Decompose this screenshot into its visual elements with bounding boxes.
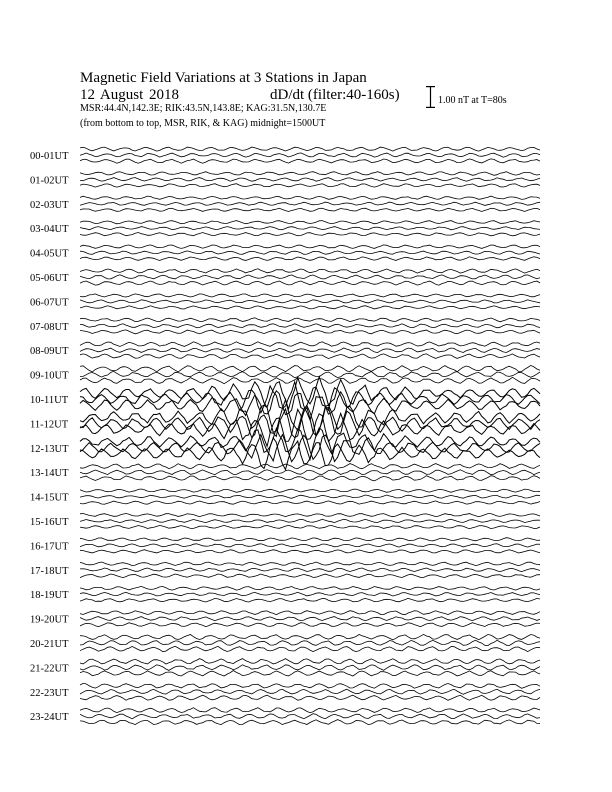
trace-20-21UT-msr — [80, 634, 540, 639]
row-label-06-07UT: 06-07UT — [30, 297, 69, 309]
trace-01-02UT-kag — [80, 184, 540, 187]
trace-22-23UT-rik — [80, 689, 540, 694]
trace-12-13UT-msr — [80, 428, 540, 460]
trace-21-22UT-msr — [80, 659, 540, 664]
trace-08-09UT-kag — [80, 354, 540, 359]
trace-02-03UT-msr — [80, 196, 540, 199]
trace-03-04UT-kag — [80, 233, 540, 236]
trace-23-24UT-rik — [80, 714, 540, 719]
row-label-09-10UT: 09-10UT — [30, 370, 69, 382]
chart-filter: dD/dt (filter:40-160s) — [270, 87, 400, 103]
trace-17-18UT-rik — [80, 568, 540, 572]
trace-06-07UT-msr — [80, 294, 540, 297]
row-label-16-17UT: 16-17UT — [30, 541, 69, 553]
trace-20-21UT-rik — [80, 640, 540, 645]
trace-10-11UT-kag — [80, 391, 540, 420]
row-label-17-18UT: 17-18UT — [30, 565, 69, 577]
trace-02-03UT-kag — [80, 208, 540, 211]
trace-00-01UT-msr — [80, 147, 540, 151]
trace-15-16UT-msr — [80, 514, 540, 517]
trace-09-10UT-kag — [80, 377, 540, 383]
trace-15-16UT-rik — [80, 519, 540, 522]
station-order-note: (from bottom to top, MSR, RIK, & KAG) midnight=1500UT — [80, 118, 326, 129]
trace-01-02UT-rik — [80, 178, 540, 182]
trace-00-01UT-rik — [80, 153, 540, 157]
trace-14-15UT-rik — [80, 495, 540, 498]
chart-title: Magnetic Field Variations at 3 Stations in Japan — [80, 70, 367, 86]
trace-14-15UT-kag — [80, 501, 540, 504]
trace-04-05UT-msr — [80, 245, 540, 249]
trace-23-24UT-kag — [80, 720, 540, 725]
trace-22-23UT-kag — [80, 695, 540, 700]
trace-05-06UT-kag — [80, 281, 540, 285]
row-label-10-11UT: 10-11UT — [30, 395, 69, 406]
row-label-00-01UT: 00-01UT — [30, 151, 69, 162]
row-label-11-12UT: 11-12UT — [30, 419, 69, 431]
trace-19-20UT-msr — [80, 611, 540, 615]
trace-10-11UT-msr — [80, 377, 540, 409]
trace-15-16UT-kag — [80, 525, 540, 528]
trace-20-21UT-kag — [80, 646, 540, 651]
row-label-20-21UT: 20-21UT — [30, 639, 69, 650]
trace-21-22UT-kag — [80, 671, 540, 677]
trace-10-11UT-rik — [80, 382, 540, 413]
trace-13-14UT-msr — [80, 464, 540, 469]
trace-17-18UT-msr — [80, 562, 540, 566]
trace-09-10UT-rik — [80, 371, 540, 377]
trace-19-20UT-rik — [80, 617, 540, 621]
trace-12-13UT-kag — [80, 438, 540, 470]
station-coordinates: MSR:44.4N,142.3E; RIK:43.5N,143.8E; KAG:31.5N,130.7E — [80, 103, 327, 114]
scale-label: 1.00 nT at T=80s — [438, 95, 507, 106]
trace-04-05UT-rik — [80, 251, 540, 254]
trace-13-14UT-kag — [80, 476, 540, 481]
trace-16-17UT-kag — [80, 550, 540, 553]
trace-08-09UT-rik — [80, 348, 540, 353]
row-label-22-23UT: 22-23UT — [30, 687, 69, 699]
row-label-12-13UT: 12-13UT — [30, 443, 69, 455]
row-label-07-08UT: 07-08UT — [30, 321, 69, 333]
trace-06-07UT-kag — [80, 306, 540, 309]
row-label-05-06UT: 05-06UT — [30, 273, 69, 284]
trace-03-04UT-msr — [80, 221, 540, 224]
row-label-02-03UT: 02-03UT — [30, 199, 69, 211]
row-label-18-19UT: 18-19UT — [30, 590, 69, 602]
row-label-13-14UT: 13-14UT — [30, 468, 69, 480]
trace-18-19UT-kag — [80, 598, 540, 602]
trace-13-14UT-rik — [80, 470, 540, 475]
trace-02-03UT-rik — [80, 202, 540, 205]
trace-09-10UT-msr — [80, 365, 540, 372]
trace-08-09UT-msr — [80, 342, 540, 347]
row-label-03-04UT: 03-04UT — [30, 224, 69, 236]
trace-18-19UT-rik — [80, 592, 540, 596]
trace-04-05UT-kag — [80, 257, 540, 261]
trace-16-17UT-msr — [80, 538, 540, 541]
chart-date: 12 August 2018 — [80, 87, 180, 103]
row-label-23-24UT: 23-24UT — [30, 712, 69, 724]
trace-17-18UT-kag — [80, 574, 540, 578]
trace-03-04UT-rik — [80, 227, 540, 230]
row-label-01-02UT: 01-02UT — [30, 175, 69, 187]
trace-07-08UT-msr — [80, 318, 540, 322]
trace-19-20UT-kag — [80, 623, 540, 627]
trace-07-08UT-rik — [80, 324, 540, 328]
trace-05-06UT-rik — [80, 275, 540, 279]
trace-21-22UT-rik — [80, 665, 540, 671]
trace-16-17UT-rik — [80, 544, 540, 547]
trace-00-01UT-kag — [80, 159, 540, 163]
trace-23-24UT-msr — [80, 708, 540, 713]
trace-18-19UT-msr — [80, 586, 540, 590]
trace-01-02UT-msr — [80, 172, 540, 176]
row-label-19-20UT: 19-20UT — [30, 614, 69, 626]
trace-22-23UT-msr — [80, 683, 540, 688]
row-label-08-09UT: 08-09UT — [30, 346, 69, 358]
row-label-21-22UT: 21-22UT — [30, 663, 69, 675]
trace-05-06UT-msr — [80, 269, 540, 273]
trace-07-08UT-kag — [80, 330, 540, 334]
row-label-14-15UT: 14-15UT — [30, 492, 69, 504]
trace-06-07UT-rik — [80, 300, 540, 303]
row-label-15-16UT: 15-16UT — [30, 517, 69, 528]
row-label-04-05UT: 04-05UT — [30, 248, 69, 260]
trace-14-15UT-msr — [80, 489, 540, 492]
trace-11-12UT-kag — [80, 409, 540, 446]
